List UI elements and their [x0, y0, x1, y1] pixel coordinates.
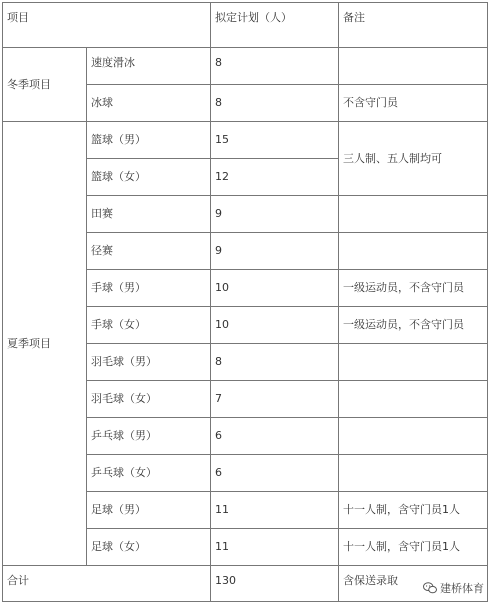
note-cell: [339, 233, 488, 270]
plan-cell: 15: [211, 122, 339, 159]
sport-cell: 手球（女）: [87, 307, 211, 344]
note-cell: 三人制、五人制均可: [339, 122, 488, 196]
plan-cell: 12: [211, 159, 339, 196]
sport-cell: 篮球（男）: [87, 122, 211, 159]
watermark: [423, 580, 484, 596]
sport-cell: 足球（女）: [87, 529, 211, 566]
group-summer: 夏季项目: [3, 122, 87, 566]
total-row: [3, 566, 488, 602]
plan-cell: 8: [211, 344, 339, 381]
sport-cell: 篮球（女）: [87, 159, 211, 196]
recruitment-plan-table: [2, 2, 488, 602]
watermark-text: 建桥体育: [440, 582, 484, 595]
sport-cell: 羽毛球（男）: [87, 344, 211, 381]
note-cell: 一级运动员，不含守门员: [339, 307, 488, 344]
plan-cell: 6: [211, 418, 339, 455]
sport-cell: 手球（男）: [87, 270, 211, 307]
header-plan: 拟定计划（人）: [211, 3, 339, 48]
header-note: 备注: [339, 3, 488, 48]
group-winter: 冬季项目: [3, 48, 87, 122]
note-cell: [339, 418, 488, 455]
plan-cell: 10: [211, 270, 339, 307]
sport-cell: 羽毛球（女）: [87, 381, 211, 418]
sport-cell: 足球（男）: [87, 492, 211, 529]
note-cell: 不含守门员: [339, 85, 488, 122]
note-cell: [339, 196, 488, 233]
plan-cell: 11: [211, 529, 339, 566]
table-row: [3, 48, 488, 85]
sport-cell: 乒乓球（女）: [87, 455, 211, 492]
plan-cell: 8: [211, 85, 339, 122]
total-plan: 130: [211, 566, 339, 602]
sport-cell: 速度滑冰: [87, 48, 211, 85]
note-cell: 十一人制，含守门员1人: [339, 529, 488, 566]
plan-cell: 8: [211, 48, 339, 85]
sport-cell: 径赛: [87, 233, 211, 270]
note-cell: [339, 381, 488, 418]
note-cell: [339, 48, 488, 85]
note-cell: 一级运动员，不含守门员: [339, 270, 488, 307]
sport-cell: 冰球: [87, 85, 211, 122]
plan-cell: 10: [211, 307, 339, 344]
table-row: [3, 122, 488, 159]
plan-cell: 7: [211, 381, 339, 418]
note-cell: [339, 344, 488, 381]
wechat-icon: [423, 582, 437, 594]
sport-cell: 乒乓球（男）: [87, 418, 211, 455]
total-label: 合计: [3, 566, 211, 602]
plan-cell: 6: [211, 455, 339, 492]
plan-cell: 9: [211, 233, 339, 270]
note-cell: [339, 455, 488, 492]
plan-cell: 11: [211, 492, 339, 529]
note-cell: 十一人制，含守门员1人: [339, 492, 488, 529]
header-row: [3, 3, 488, 48]
header-project: 项目: [3, 3, 211, 48]
sport-cell: 田赛: [87, 196, 211, 233]
total-note: 含保送录取: [339, 566, 488, 602]
plan-cell: 9: [211, 196, 339, 233]
